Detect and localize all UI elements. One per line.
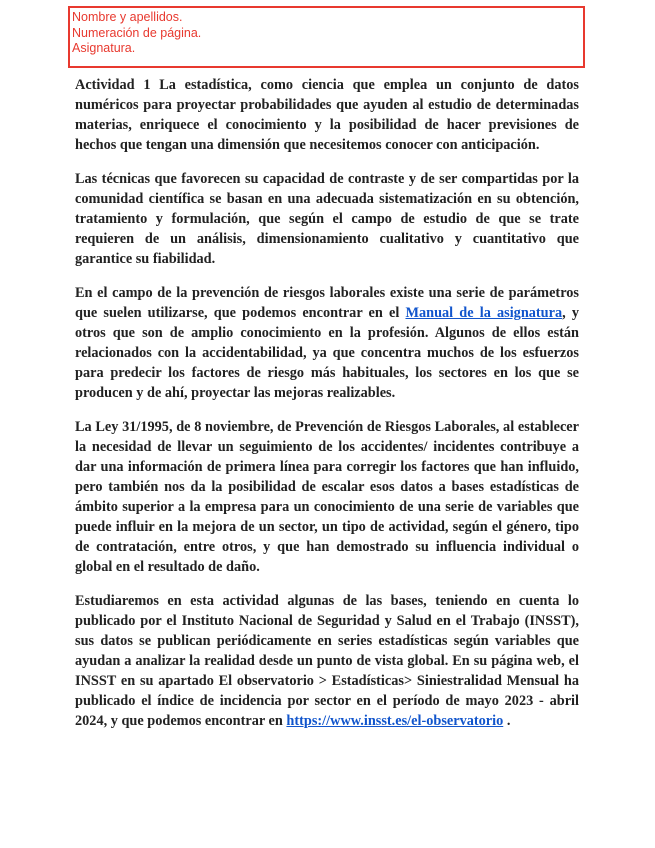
observatorio-link[interactable]: https://www.insst.es/el-observatorio [286,713,504,729]
document-body [75,75,579,745]
paragraph-techniques: Las técnicas que favorecen su capacidad de contraste y de ser compartidas por la comunidad científica se basan en una adecuada sistematización en su obtención, tratamiento y formulación, que según el campo de estudio de que se trate requieren de un análisis, dimensionamiento cualitativo y cuantitativo que garantice su fiabilidad. [75,171,579,267]
header-page-number-line: Numeración de página. [72,25,202,40]
paragraph-insst [75,591,579,731]
paragraph-insst-text-start: Estudiaremos en esta actividad algunas de las bases, teniendo en cuenta lo publicado por el Instituto Nacional de Seguridad y Salud en el Trabajo (INSST), sus datos se publican periódicamente en series estadísticas según variables que ayudan a analizar la realidad desde un punto de vista global. En su página web, el INSST en su apartado El observatorio > Estadísticas> Siniestralidad Mensual ha publicado el índice de incidencia por sector en el período de mayo 2023 - abril 2024, y que podemos encontrar en [75,593,579,729]
paragraph-insst-text-end: . [503,713,511,729]
header-subject-line: Asignatura. [72,41,136,55]
paragraph-activity-intro: Actividad 1 La estadística, como ciencia que emplea un conjunto de datos numéricos para proyectar probabilidades que ayuden al estudio de determinadas materias, enriquece el conocimiento y la posibilidad de hacer previsiones de hechos que tengan una dimensión que necesitemos conocer con anticipación. [75,77,579,153]
header-placeholder-box [68,6,585,68]
paragraph-prevention-text-end: , y otros que son de amplio conocimiento en la profesión. Algunos de ellos están relacionados con la accidentabilidad, ya que concentra muchos de los esfuerzos para predecir los factores de riesgo más habituales, los sectores en los que se producen y de ahí, proyectar las mejoras realizables. [75,305,580,401]
paragraph-law: La Ley 31/1995, de 8 noviembre, de Prevención de Riesgos Laborales, al establecer la necesidad de llevar un seguimiento de los accidentes/ incidentes contribuye a dar una información de primera línea para corregir los factores que han influido, pero también nos da la posibilidad de escalar esos datos a bases estadísticas de ámbito superior a la empresa para un conocimiento de una serie de variables que puede influir en la mejora de un sector, un tipo de actividad, según el género, tipo de contratación, entre otros, y que han demostrado su influencia individual o global en el resultado de daño. [75,419,579,575]
manual-link[interactable]: Manual de la asignatura [405,305,563,321]
paragraph-prevention-text-start: En el campo de la prevención de riesgos laborales existe una serie de parámetros que suelen utilizarse, que podemos encontrar en el [75,285,579,321]
paragraph-prevention-field [75,283,579,403]
header-name-line: Nombre y apellidos. [72,10,183,24]
